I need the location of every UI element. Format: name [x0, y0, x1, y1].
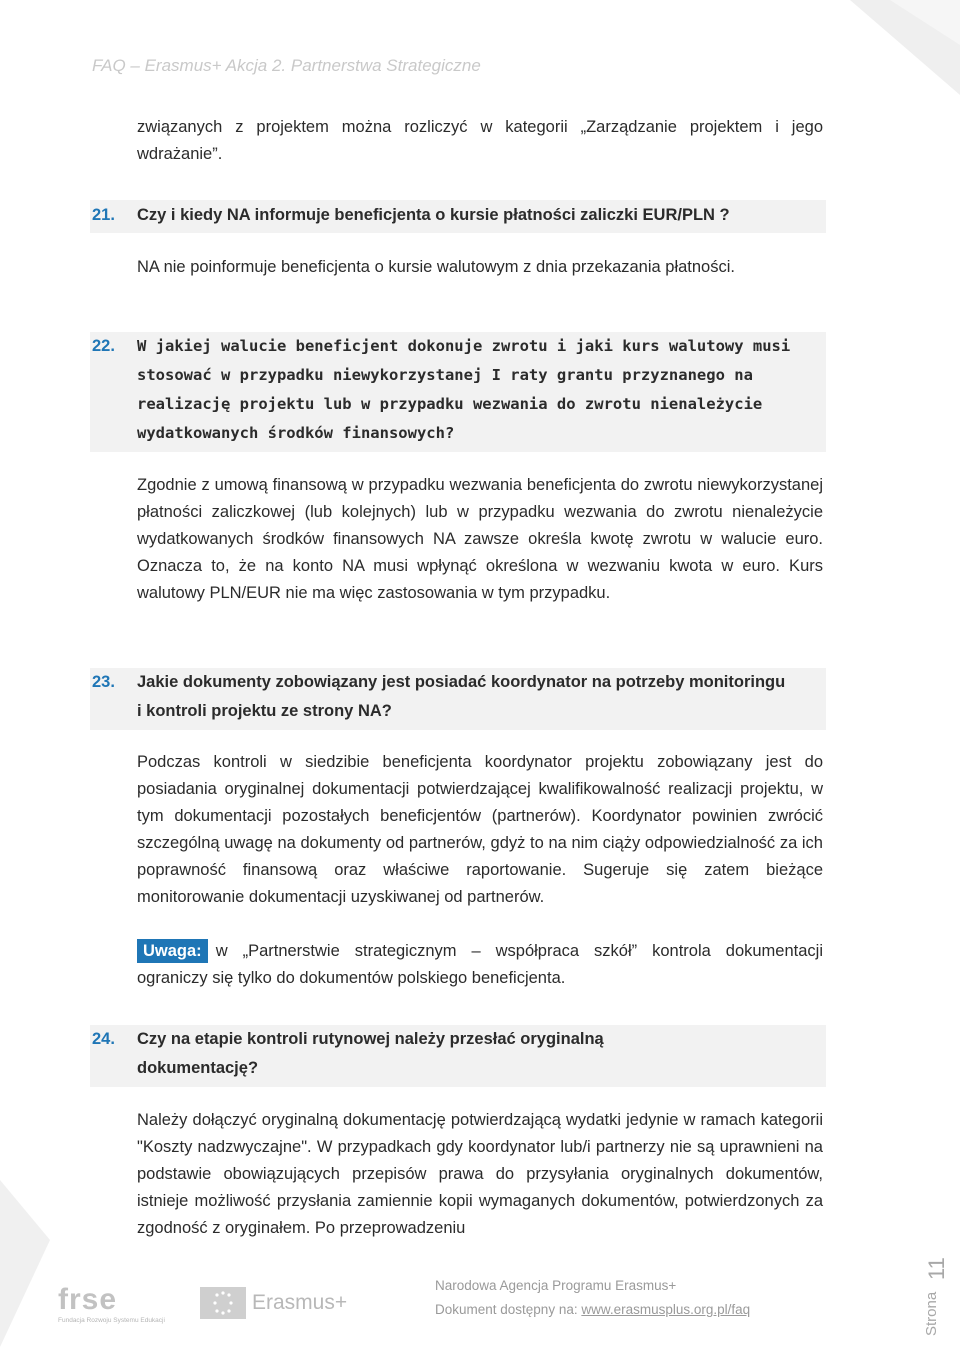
question-number: 24. [92, 1030, 115, 1048]
header-title: FAQ – Erasmus+ Akcja 2. Partnerstwa Strategiczne [92, 56, 481, 75]
side-decoration [0, 1180, 50, 1347]
answer-24: Należy dołączyć oryginalną dokumentację potwierdzającą wydatki jedynie w ramach kategorii "Koszty nadzwyczajne". W przypadkach gdy koordynator lub/i partnerzy nie są uprawnieni na podstawie obowiązujących przepisów prawa do przysyłania oryginalnych dokumentów, istnieje możliwość przysłania zamiennie kopii wymaganych dokumentów, potwierdzonych za zgodność z oryginałem. Po przeprowadzeniu [137, 1111, 823, 1237]
question-23 [90, 668, 826, 730]
page-label: Strona [923, 1291, 940, 1336]
question-text: Czy i kiedy NA informuje beneficjenta o kursie płatności zaliczki EUR/PLN ? [137, 206, 730, 224]
question-text: W jakiej walucie beneficjent dokonuje zwrotu i jaki kurs walutowy musi stosować w przypadku niewykorzystanej I raty grantu przyznanego na realizację projektu lub w przypadku wezwania do zwrotu nienależycie wydatkowanych środków finansowych? [137, 337, 791, 442]
erasmus-logo: Erasmus+ [200, 1287, 347, 1319]
question-number: 21. [92, 206, 115, 224]
faq-link[interactable]: www.erasmusplus.org.pl/faq [581, 1302, 751, 1317]
page-value: 11 [924, 1257, 949, 1280]
eu-flag-icon [200, 1287, 246, 1319]
intro-paragraph: związanych z projektem można rozliczyć w kategorii „Zarządzanie projektem i jego wdrażanie”. [137, 118, 823, 163]
note-label: Uwaga: [137, 939, 208, 963]
question-text: Jakie dokumenty zobowiązany jest posiadać koordynator na potrzeby monitoringu i kontroli projektu ze strony NA? [137, 673, 786, 720]
question-21 [90, 200, 826, 233]
corner-decoration [830, 0, 960, 95]
page-number [912, 1240, 952, 1340]
note-23 [137, 938, 823, 992]
question-24 [90, 1025, 826, 1087]
answer-22: Zgodnie z umową finansową w przypadku wezwania beneficjenta do zwrotu niewykorzystanej płatności zaliczkowej (lub kolejnych) lub w przypadku wezwania do zwrotu nienależycie wydatkowanych środków finansowych NA zawsze określa kwotę zwrotu w walucie euro. Oznacza to, że na konto NA musi wpłynąć określona w wezwaniu kwota w euro. Kurs walutowy PLN/EUR nie ma więc zastosowania w tym przypadku. [137, 476, 823, 602]
answer-21: NA nie poinformuje beneficjenta o kursie walutowym z dnia przekazania płatności. [137, 258, 735, 276]
question-number: 23. [92, 673, 115, 691]
answer-23: Podczas kontroli w siedzibie beneficjenta koordynator projektu zobowiązany jest do posiadania oryginalnej dokumentacji potwierdzającej kwalifikowalność realizacji projektu, w tym dokumentacji pozostałych beneficjentów (partnerów). Koordynator powinien zwrócić szczególną uwagę na dokumenty od partnerów, gdyż to na nim ciąży odpowiedzialność za ich poprawność finansową oraz właściwe raportowanie. Sugeruje się zatem bieżące monitorowanie dokumentacji uzyskiwanej od partnerów. [137, 753, 823, 906]
agency-name: Narodowa Agencja Programu Erasmus+ [435, 1278, 677, 1293]
note-text: w „Partnerstwie strategicznym – współpraca szkół” kontrola dokumentacji ograniczy się tylko do dokumentów polskiego beneficjenta. [137, 942, 823, 987]
question-number: 22. [92, 337, 115, 355]
frse-logo: frse Fundacja Rozwoju Systemu Edukacji [58, 1283, 165, 1324]
question-text: Czy na etapie kontroli rutynowej należy przesłać oryginalną dokumentację? [137, 1030, 604, 1077]
document-source: Dokument dostępny na: www.erasmusplus.org.pl/faq [435, 1302, 751, 1317]
question-22 [90, 332, 826, 452]
